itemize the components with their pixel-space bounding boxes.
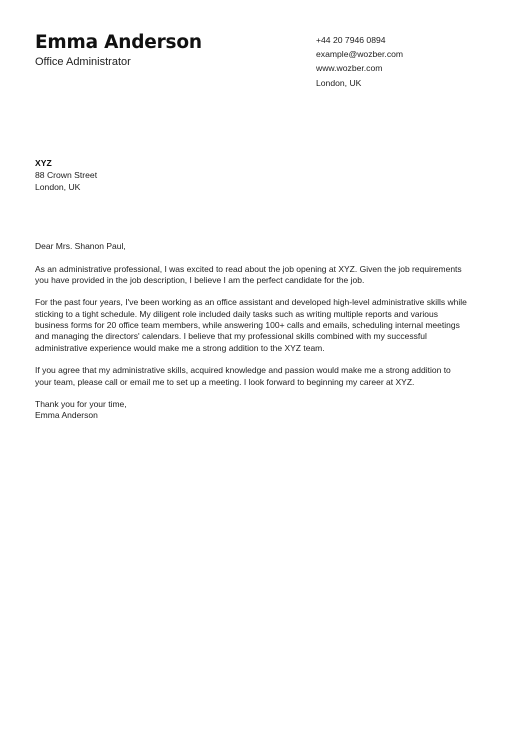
applicant-name: Emma Anderson xyxy=(35,32,202,53)
recipient-address xyxy=(35,157,97,194)
recipient-street: 88 Crown Street xyxy=(35,170,98,181)
closing-phrase: Thank you for your time, xyxy=(35,399,127,410)
letter-body xyxy=(35,241,467,422)
recipient-company: XYZ xyxy=(35,158,52,168)
letter-closing xyxy=(35,399,467,422)
contact-phone: +44 20 7946 0894 xyxy=(316,35,386,45)
contact-info xyxy=(316,33,403,90)
contact-location: London, UK xyxy=(316,77,362,88)
contact-website: www.wozber.com xyxy=(316,63,383,74)
recipient-city: London, UK xyxy=(35,182,81,193)
letter-paragraph: If you agree that my administrative skills, acquired knowledge and passion would make me a strong addition to your team, please call or email me to set up a meeting. I look forward to beginning my career at XYZ. xyxy=(35,365,451,387)
signature-name: Emma Anderson xyxy=(35,410,98,421)
letter-greeting: Dear Mrs. Shanon Paul, xyxy=(35,241,126,251)
applicant-job-title: Office Administrator xyxy=(35,56,131,68)
contact-email: example@wozber.com xyxy=(316,49,404,60)
letter-paragraph: As an administrative professional, I was excited to read about the job opening at XYZ. Given the job requirements you have provided in the job description, I believe I am the perfect candidate for the job. xyxy=(35,263,462,285)
letter-paragraph: For the past four years, I've been working as an office assistant and developed high-level administrative skills while sticking to a tight schedule. My diligent role included daily tasks such as writing multiple reports and various business forms for 20 office team members, while answering 100+ calls and emails, scheduling internal meetings and managing the directors' calendars. I believe that my professional skills combined with my successful administrative experience would make me a strong addition to the XYZ team. xyxy=(35,297,467,353)
